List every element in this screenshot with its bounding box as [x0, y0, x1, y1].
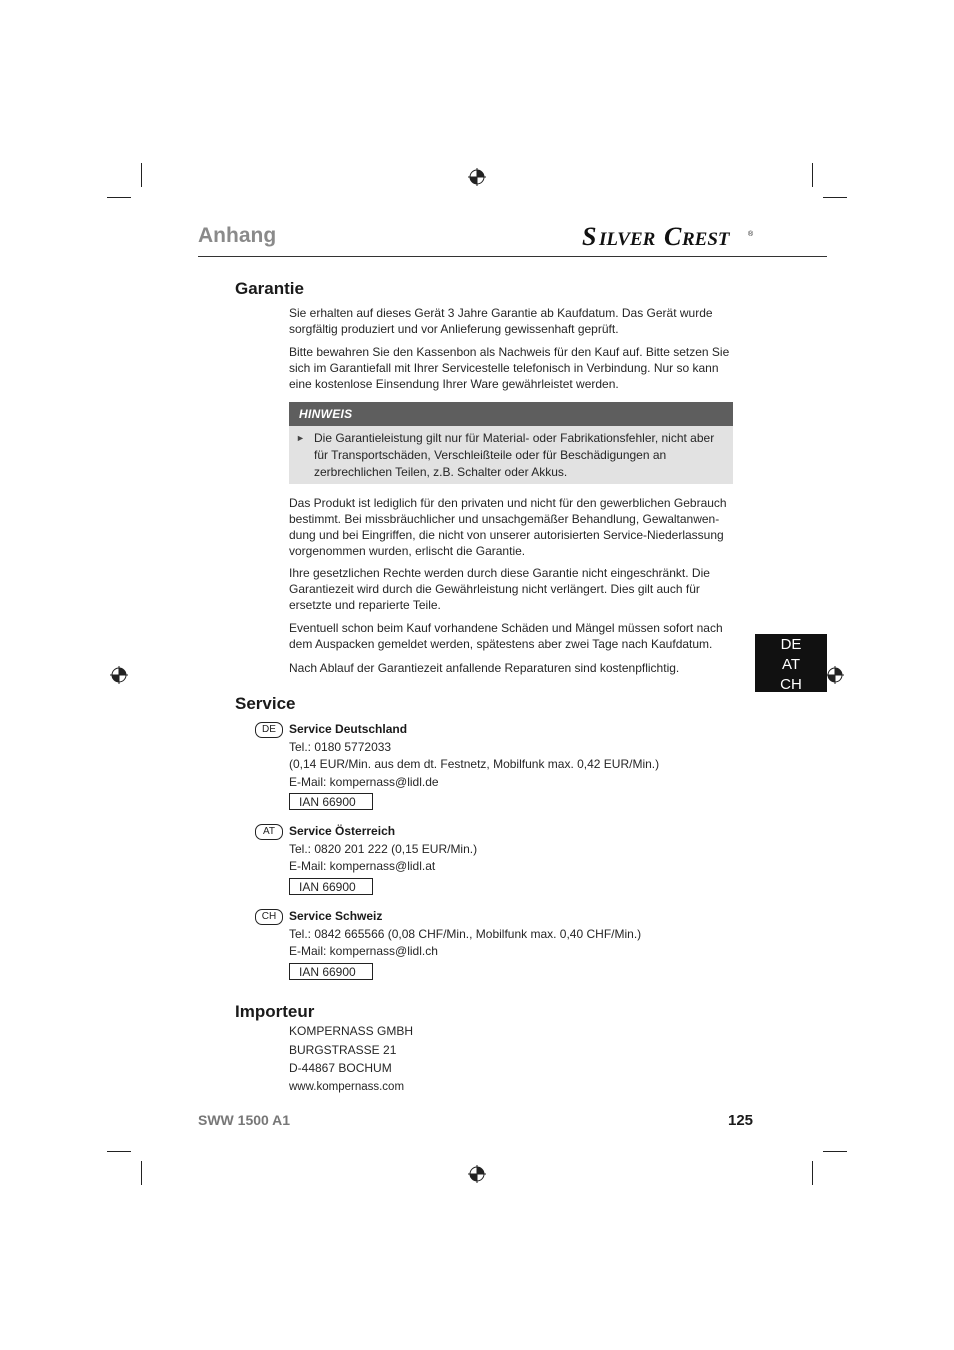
language-code: AT — [781, 656, 801, 673]
address-line: BURGSTRASSE 21 — [289, 1042, 397, 1057]
language-code: CH — [780, 676, 802, 693]
garantie-paragraph: Das Produkt ist lediglich für den privaten und nicht für den gewerblichen Gebrauch bestimmt. Bei missbräuchlicher und unsachgemäßer Behandlung, Gewaltanwen- dung und bei Eingriffen, die nicht von unserer autorisierten Service-Niederlassung vorgenommen wurden, erlischt die Garantie. — [289, 496, 727, 558]
bullet-arrow-icon: ► — [296, 433, 305, 443]
service-block-de — [289, 721, 659, 791]
address-line: D-44867 BOCHUM — [289, 1061, 392, 1075]
garantie-paragraph: Nach Ablauf der Garantiezeit anfallende Reparaturen sind kostenpflichtig. — [289, 661, 680, 675]
section-heading-garantie: Garantie — [235, 279, 304, 298]
page-number: 125 — [728, 1112, 754, 1129]
importeur-address — [289, 1022, 413, 1096]
section-heading-importeur: Importeur — [235, 1002, 315, 1021]
crop-mark — [107, 1151, 131, 1152]
service-title: Service Deutschland — [289, 722, 408, 736]
crop-mark — [812, 163, 813, 187]
country-badge-ch: CH — [255, 909, 283, 925]
logo-registered: ® — [748, 231, 754, 238]
header-rule — [198, 256, 827, 257]
registration-mark-icon — [110, 666, 128, 684]
service-email: E-Mail: kompernass@lidl.at — [289, 859, 436, 873]
service-phone: Tel.: 0820 201 222 (0,15 EUR/Min.) — [289, 841, 478, 856]
language-code: DE — [780, 636, 802, 653]
country-badge-at: AT — [255, 824, 283, 840]
service-block-ch — [289, 908, 641, 961]
ian-box: IAN 66900 — [289, 878, 373, 895]
ian-box: IAN 66900 — [289, 793, 373, 810]
registration-mark-icon — [468, 1165, 486, 1183]
garantie-paragraph: Eventuell schon beim Kauf vorhandene Schäden und Mängel müssen sofort nach dem Auspacken gemeldet werden, spätestens aber zwei Tage nach Kaufdatum. — [289, 621, 723, 651]
crop-mark — [823, 1151, 847, 1152]
logo-c: C — [664, 222, 682, 250]
service-block-at — [289, 823, 477, 876]
website-link[interactable]: www.kompernass.com — [289, 1080, 405, 1093]
crop-mark — [141, 1161, 142, 1185]
silvercrest-logo — [582, 222, 758, 250]
logo-ilver: ILVER — [599, 229, 656, 250]
hinweis-label: HINWEIS — [299, 407, 353, 421]
service-phone: Tel.: 0842 665566 (0,08 CHF/Min., Mobilfunk max. 0,40 CHF/Min.) — [289, 926, 642, 941]
garantie-paragraph: Sie erhalten auf dieses Gerät 3 Jahre Garantie ab Kaufdatum. Das Gerät wurde sorgfältig produziert und vor Anlieferung gewissenhaft geprüft. — [289, 306, 713, 336]
language-tab — [755, 634, 827, 692]
ian-box: IAN 66900 — [289, 963, 373, 980]
country-badge-de: DE — [255, 722, 283, 738]
service-email: E-Mail: kompernass@lidl.ch — [289, 944, 438, 958]
service-email: E-Mail: kompernass@lidl.de — [289, 774, 439, 789]
hinweis-text: Die Garantieleistung gilt nur für Material- oder Fabrikationsfehler, nicht aber für Transportschäden, Verschleißteile oder für Beschädigungen an zerbrechlichen Teilen, z.B. Schalter oder Akkus. — [314, 431, 715, 479]
service-phone: Tel.: 0180 5772033 — [289, 739, 392, 754]
hinweis-box — [289, 426, 733, 484]
section-heading-service: Service — [235, 694, 296, 713]
crop-mark — [812, 1161, 813, 1185]
registration-mark-icon — [468, 168, 486, 186]
registration-mark-icon — [826, 666, 844, 684]
service-note: (0,14 EUR/Min. aus dem dt. Festnetz, Mobilfunk max. 0,42 EUR/Min.) — [289, 757, 660, 771]
crop-mark — [141, 163, 142, 187]
address-line: KOMPERNASS GMBH — [289, 1024, 414, 1038]
crop-mark — [107, 197, 131, 198]
footer-model: SWW 1500 A1 — [198, 1112, 291, 1128]
service-title: Service Österreich — [289, 824, 396, 838]
logo-s: S — [582, 222, 597, 250]
garantie-paragraph: Bitte bewahren Sie den Kassenbon als Nachweis für den Kauf auf. Bitte setzen Sie sich im Garantiefall mit Ihrer Servicestelle telefonisch in Verbindung. Nur so kann eine kostenlose Einsendung Ihrer Ware gewährleistet werden. — [289, 345, 730, 391]
hinweis-header — [289, 402, 733, 426]
logo-rest: REST — [682, 229, 730, 250]
crop-mark — [823, 197, 847, 198]
garantie-paragraph: Ihre gesetzlichen Rechte werden durch diese Garantie nicht eingeschränkt. Die Garantiezeit wird durch die Gewährleistung nicht verlängert. Dies gilt auch für ersetzte und reparierte Teile. — [289, 566, 710, 612]
page-title: Anhang — [198, 224, 277, 247]
service-title: Service Schweiz — [289, 909, 383, 923]
